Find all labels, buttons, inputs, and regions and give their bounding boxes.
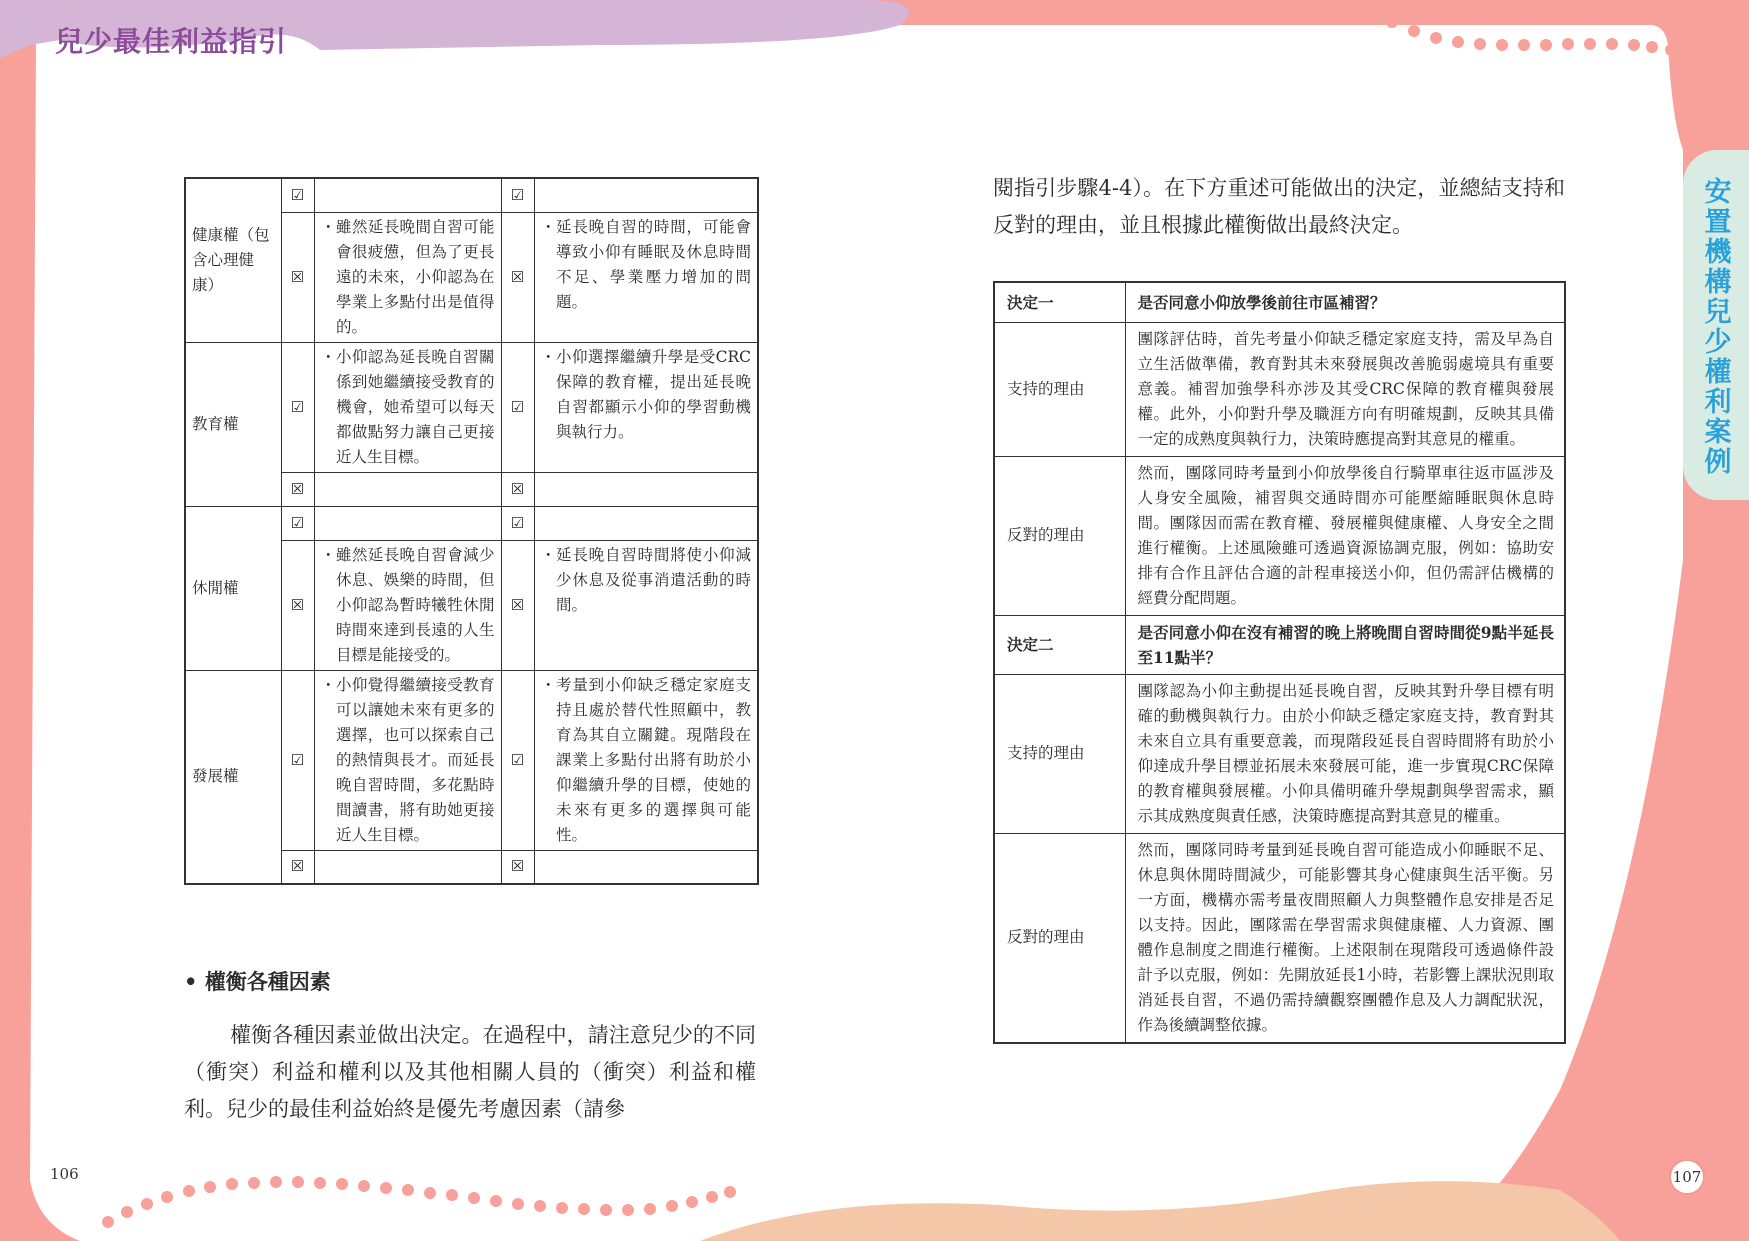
table-row bbox=[185, 342, 758, 472]
checkbox-checked-icon: ☑ bbox=[281, 178, 314, 212]
oppose-label: 反對的理由 bbox=[994, 456, 1125, 615]
checkbox-crossed-icon: ☒ bbox=[501, 850, 534, 884]
checkbox-crossed-icon: ☒ bbox=[281, 540, 314, 670]
checkbox-checked-icon: ☑ bbox=[501, 506, 534, 540]
staff-view-no: ・ 延長晚自習時間將使小仰減少休息及從事消遣活動的時間。 bbox=[534, 540, 758, 670]
oppose-reason: 然而，團隊同時考量到延長晚自習可能造成小仰睡眠不足、休息與休閒時間減少，可能影響其身心健康與生活平衡。另一方面，機構亦需考量夜間照顧人力與整體作息安排是否足以支持。因此，團隊需在學習需求與健康權、人力資源、團體作息制度之間進行權衡。上述限制在現階段可透過條件設計予以克服，例如：先開放延長1小時，若影響上課狀況則取消延長自習，不過仍需持續觀察團體作息及人力調配狀況，作為後續調整依據。 bbox=[1125, 833, 1565, 1043]
staff-view-yes: ・ 小仰選擇繼續升學是受CRC保障的教育權，提出延長晚自習都顯示小仰的學習動機與執行力。 bbox=[534, 342, 758, 472]
table-row bbox=[994, 674, 1565, 833]
child-view-no bbox=[314, 472, 501, 506]
oppose-reason: 然而，團隊同時考量到小仰放學後自行騎單車往返市區涉及人身安全風險，補習與交通時間亦可能壓縮睡眠與休息時間。團隊因而需在教育權、發展權與健康權、人身安全之間進行權衡。上述風險雖可透過資源協調克服，例如：協助安排有合作且評估合適的計程車接送小仰，但仍需評估機構的經費分配問題。 bbox=[1125, 456, 1565, 615]
table-row bbox=[185, 178, 758, 212]
decision-question: 是否同意小仰在沒有補習的晚上將晚間自習時間從9點半延長至11點半？ bbox=[1125, 615, 1565, 674]
oppose-label: 反對的理由 bbox=[994, 833, 1125, 1043]
page-number-left: 106 bbox=[50, 1165, 79, 1183]
staff-view-no: ・ 延長晚自習的時間，可能會導致小仰有睡眠及休息時間不足、學業壓力增加的問題。 bbox=[534, 212, 758, 342]
table-row bbox=[994, 833, 1565, 1043]
child-view-yes bbox=[314, 506, 501, 540]
decision-question: 是否同意小仰放學後前往市區補習？ bbox=[1125, 282, 1565, 322]
staff-view-yes: ・ 考量到小仰缺乏穩定家庭支持且處於替代性照顧中，教育為其自立關鍵。現階段在課業上多點付出將有助於小仰繼續升學的目標，使她的未來有更多的選擇與可能性。 bbox=[534, 670, 758, 850]
support-reason: 團隊認為小仰主動提出延長晚自習，反映其對升學目標有明確的動機與執行力。由於小仰缺乏穩定家庭支持，教育對其未來自立具有重要意義，而現階段延長自習時間將有助於小仰達成升學目標並拓展未來發展可能，進一步實現CRC保障的教育權與發展權。小仰具備明確升學規劃與學習需求，顯示其成熟度與責任感，決策時應提高對其意見的權重。 bbox=[1125, 674, 1565, 833]
child-view-yes: ・ 小仰認為延長晚自習關係到她繼續接受教育的機會，她希望可以每天都做點努力讓自己更接近人生目標。 bbox=[314, 342, 501, 472]
checkbox-crossed-icon: ☒ bbox=[281, 850, 314, 884]
book-title: 兒少最佳利益指引 bbox=[55, 25, 288, 58]
checkbox-crossed-icon: ☒ bbox=[281, 212, 314, 342]
table-row bbox=[994, 322, 1565, 456]
staff-view-no bbox=[534, 472, 758, 506]
support-reason: 團隊評估時，首先考量小仰缺乏穩定家庭支持，需及早為自立生活做準備，教育對其未來發展與改善脆弱處境具有重要意義。補習加強學科亦涉及其受CRC保障的教育權與發展權。此外，小仰對升學及職涯方向有明確規劃，反映其具備一定的成熟度與執行力，決策時應提高對其意見的權重。 bbox=[1125, 322, 1565, 456]
table-row bbox=[185, 670, 758, 850]
checkbox-checked-icon: ☑ bbox=[501, 670, 534, 850]
checkbox-checked-icon: ☑ bbox=[501, 342, 534, 472]
checkbox-checked-icon: ☑ bbox=[281, 506, 314, 540]
staff-view-no bbox=[534, 850, 758, 884]
decision-table bbox=[993, 281, 1566, 1044]
bullet-icon: • bbox=[184, 969, 198, 994]
decision-label: 決定二 bbox=[994, 615, 1125, 674]
table-row bbox=[994, 282, 1565, 322]
child-view-no: ・ 雖然延長晚間自習可能會很疲憊，但為了更長遠的未來，小仰認為在學業上多點付出是值得的。 bbox=[314, 212, 501, 342]
checkbox-checked-icon: ☑ bbox=[281, 670, 314, 850]
section-heading: • 權衡各種因素 bbox=[184, 969, 331, 994]
checkbox-crossed-icon: ☒ bbox=[501, 540, 534, 670]
checkbox-crossed-icon: ☒ bbox=[501, 212, 534, 342]
checkbox-crossed-icon: ☒ bbox=[501, 472, 534, 506]
child-view-no: ・ 雖然延長晚自習會減少休息、娛樂的時間，但小仰認為暫時犧牲休閒時間來達到長遠的人生目標是能接受的。 bbox=[314, 540, 501, 670]
body-paragraph-continued: 閱指引步驟4-4）。在下方重述可能做出的決定，並總結支持和反對的理由，並且根據此權衡做出最終決定。 bbox=[993, 176, 1565, 237]
child-view-yes: ・ 小仰覺得繼續接受教育可以讓她未來有更多的選擇，也可以探索自己的熱情與長才。而延長晚自習時間，多花點時間讀書，將有助她更接近人生目標。 bbox=[314, 670, 501, 850]
rights-assessment-table bbox=[184, 177, 759, 885]
body-paragraph: 權衡各種因素並做出決定。在過程中，請注意兒少的不同（衝突）利益和權利以及其他相關人員的（衝突）利益和權利。兒少的最佳利益始終是優先考慮因素（請參 bbox=[184, 1023, 756, 1121]
table-row bbox=[185, 506, 758, 540]
staff-view-yes bbox=[534, 506, 758, 540]
checkbox-checked-icon: ☑ bbox=[501, 178, 534, 212]
right-name: 休閒權 bbox=[185, 506, 281, 670]
child-view-yes bbox=[314, 178, 501, 212]
right-name: 教育權 bbox=[185, 342, 281, 506]
support-label: 支持的理由 bbox=[994, 674, 1125, 833]
child-view-no bbox=[314, 850, 501, 884]
right-name: 健康權（包含心理健康） bbox=[185, 178, 281, 342]
support-label: 支持的理由 bbox=[994, 322, 1125, 456]
chapter-tab-label: 安置機構兒少權利案例 bbox=[1704, 177, 1732, 478]
checkbox-crossed-icon: ☒ bbox=[281, 472, 314, 506]
right-name: 發展權 bbox=[185, 670, 281, 884]
decision-label: 決定一 bbox=[994, 282, 1125, 322]
staff-view-yes bbox=[534, 178, 758, 212]
checkbox-checked-icon: ☑ bbox=[281, 342, 314, 472]
table-row bbox=[994, 456, 1565, 615]
table-row bbox=[994, 615, 1565, 674]
page-number-right: 107 bbox=[1669, 1159, 1705, 1195]
